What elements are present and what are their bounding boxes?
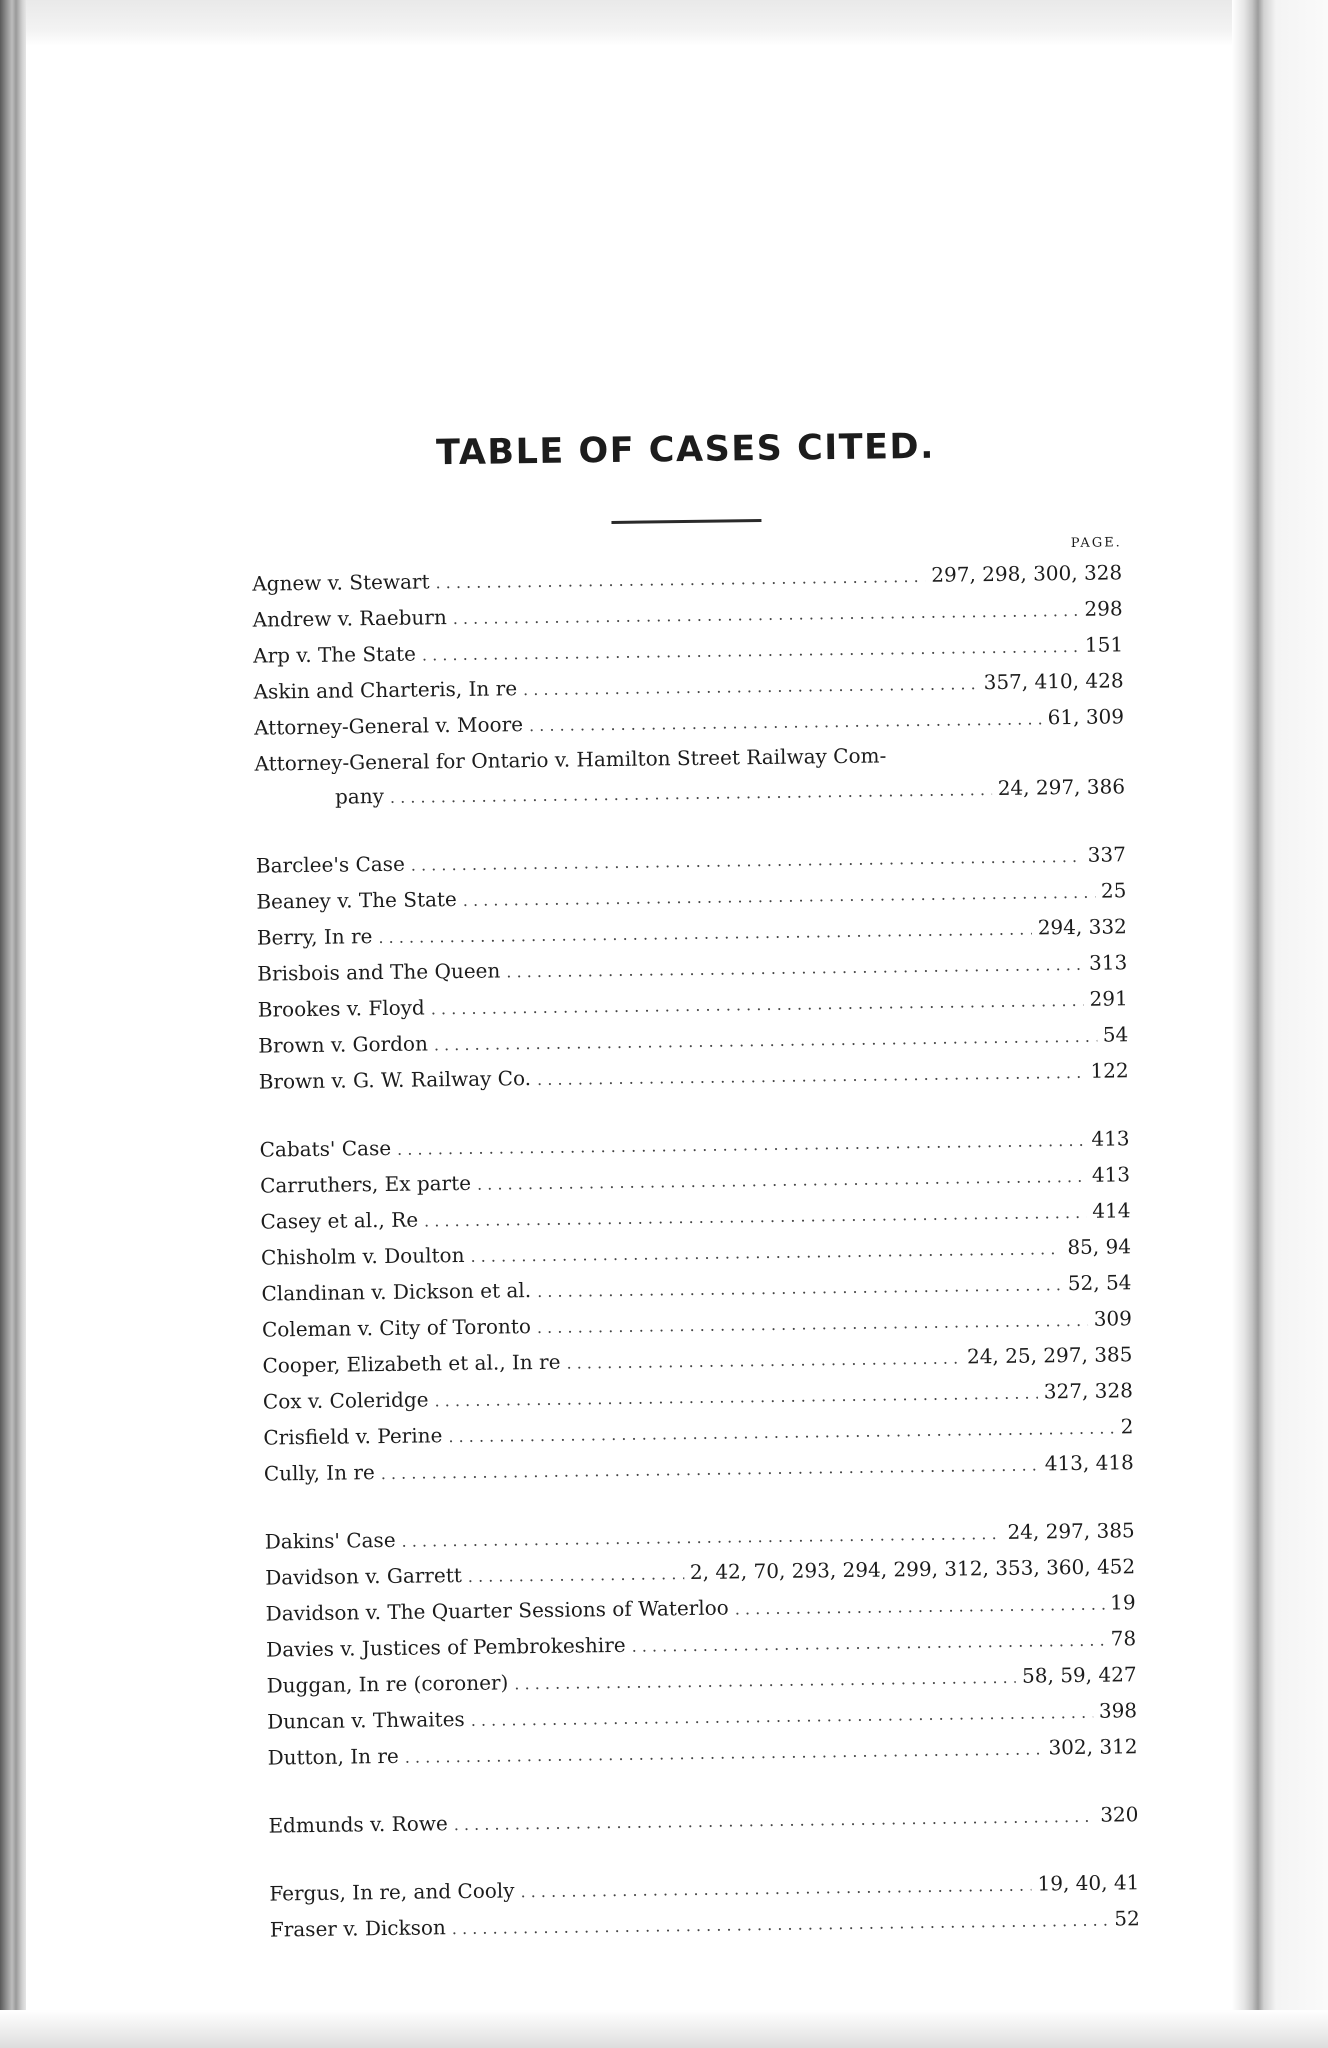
dot-leader — [390, 773, 992, 815]
case-name: Arp v. The State — [253, 641, 417, 668]
case-name: Cooper, Elizabeth et al., In re — [262, 1349, 561, 1378]
dot-leader — [537, 1268, 1062, 1309]
dot-leader — [735, 1588, 1105, 1627]
case-pages: 19 — [1110, 1590, 1136, 1615]
case-group-e — [268, 1797, 1138, 1844]
dot-leader — [523, 667, 978, 707]
case-pages: 85, 94 — [1067, 1234, 1132, 1260]
case-name: Attorney-General v. Moore — [253, 712, 524, 740]
case-pages: 24, 297, 386 — [997, 774, 1126, 800]
case-pages: 25 — [1100, 878, 1127, 903]
case-name: Carruthers, Ex parte — [259, 1170, 472, 1198]
dot-leader — [537, 1056, 1085, 1097]
case-name: Agnew v. Stewart — [252, 569, 430, 596]
book-spine-edge — [0, 0, 26, 2048]
case-pages: 413 — [1091, 1126, 1130, 1151]
dot-leader — [452, 1904, 1109, 1947]
page-title: TABLE OF CASES CITED. — [435, 426, 936, 474]
dot-leader — [435, 560, 925, 600]
case-name: Beaney v. The State — [256, 887, 457, 914]
case-pages: 2, 42, 70, 293, 294, 299, 312, 353, 360, 452 — [689, 1554, 1136, 1585]
case-name: Barclee's Case — [255, 851, 405, 878]
case-group-d — [265, 1513, 1138, 1776]
dot-leader — [381, 1448, 1039, 1491]
case-pages: 297, 298, 300, 328 — [931, 560, 1123, 587]
case-pages: 320 — [1100, 1802, 1139, 1827]
case-name: Dutton, In re — [267, 1743, 399, 1770]
case-pages: 413 — [1091, 1162, 1131, 1187]
dot-leader — [468, 1557, 685, 1594]
case-name: Casey et al., Re — [260, 1207, 419, 1234]
case-name-continuation: pany — [334, 783, 385, 809]
case-pages: 24, 297, 385 — [1007, 1518, 1135, 1544]
case-name: Cox v. Coleridge — [262, 1387, 429, 1414]
case-name: Crisfield v. Perine — [263, 1423, 443, 1450]
case-pages: 398 — [1098, 1698, 1138, 1723]
case-name: Fergus, In re, and Cooly — [269, 1878, 515, 1906]
case-name: Cabats' Case — [259, 1135, 392, 1162]
case-name: Clandinan v. Dickson et al. — [261, 1278, 532, 1306]
case-pages: 414 — [1092, 1198, 1131, 1223]
case-pages: 357, 410, 428 — [983, 668, 1124, 695]
case-name: Askin and Charteris, In re — [253, 676, 518, 704]
case-pages: 327, 328 — [1043, 1378, 1134, 1404]
case-pages: 294, 332 — [1037, 914, 1127, 940]
page-fore-edge — [1232, 0, 1328, 2048]
case-name: Davidson v. The Quarter Sessions of Waterloo — [265, 1595, 729, 1626]
case-pages: 54 — [1102, 1022, 1129, 1047]
case-pages: 298 — [1084, 596, 1123, 621]
case-pages: 52 — [1114, 1906, 1140, 1931]
case-group-a — [252, 555, 1125, 816]
case-pages: 2 — [1120, 1414, 1134, 1439]
case-name: Berry, In re — [256, 924, 373, 950]
case-pages: 61, 309 — [1047, 704, 1125, 730]
case-pages: 122 — [1090, 1058, 1129, 1083]
case-pages: 58, 59, 427 — [1021, 1662, 1137, 1688]
scan-top-edge — [0, 0, 1328, 46]
case-name: Brookes v. Floyd — [257, 995, 425, 1022]
dot-leader — [405, 1732, 1043, 1774]
case-pages: 291 — [1089, 986, 1128, 1011]
case-list — [252, 555, 1140, 1948]
title-rule — [611, 519, 761, 524]
case-pages: 19, 40, 41 — [1037, 1870, 1140, 1896]
case-group-f — [269, 1865, 1140, 1948]
case-name: Andrew v. Raeburn — [252, 605, 447, 632]
case-name: Brown v. G. W. Railway Co. — [258, 1066, 532, 1094]
case-pages: 78 — [1110, 1626, 1137, 1651]
case-name: Edmunds v. Rowe — [268, 1811, 448, 1838]
case-group-b — [256, 837, 1129, 1100]
case-name: Dakins' Case — [264, 1527, 396, 1554]
document-page — [250, 404, 1140, 1980]
page-column-header: PAGE. — [1070, 535, 1122, 551]
case-name: Cully, In re — [263, 1460, 375, 1486]
case-group-c — [259, 1121, 1134, 1492]
case-name: Attorney-General for Ontario v. Hamilton Street Railway Com- — [254, 743, 887, 776]
case-name: Chisholm v. Doulton — [260, 1242, 465, 1270]
scan-bottom-edge — [0, 2010, 1328, 2048]
dot-leader — [520, 1869, 1031, 1910]
case-pages: 337 — [1087, 842, 1127, 867]
case-pages: 302, 312 — [1048, 1734, 1138, 1760]
dot-leader — [514, 1661, 1016, 1702]
case-name: Brown v. Gordon — [258, 1031, 429, 1058]
case-name: Duncan v. Thwaites — [266, 1706, 465, 1734]
case-pages: 151 — [1084, 632, 1124, 657]
case-name: Brisbois and The Queen — [257, 958, 501, 986]
case-pages: 313 — [1088, 950, 1128, 975]
dot-leader — [454, 1800, 1095, 1842]
case-name: Davies v. Justices of Pembrokeshire — [266, 1632, 626, 1662]
case-pages: 52, 54 — [1067, 1270, 1132, 1296]
case-pages: 413, 418 — [1044, 1450, 1134, 1476]
case-pages: 309 — [1093, 1306, 1133, 1331]
case-name: Duggan, In re (coroner) — [266, 1670, 509, 1698]
case-name: Coleman v. City of Toronto — [261, 1314, 532, 1342]
case-entry — [268, 1797, 1138, 1844]
dot-leader — [566, 1341, 961, 1380]
case-name: Fraser v. Dickson — [269, 1915, 446, 1942]
case-name: Davidson v. Garrett — [265, 1563, 462, 1590]
case-entry — [254, 735, 1125, 816]
case-pages: 24, 25, 297, 385 — [966, 1342, 1133, 1369]
